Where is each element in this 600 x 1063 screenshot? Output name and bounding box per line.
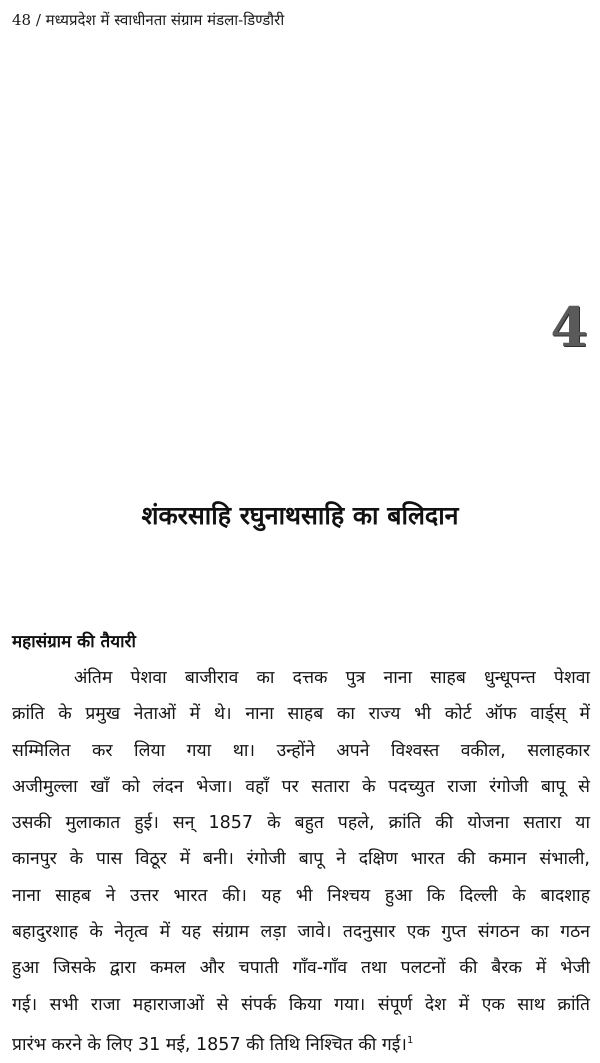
- footnote-marker: 1: [406, 1034, 414, 1046]
- paragraph-line-text: प्रारंभ करने के लिए 31 मई, 1857 की तिथि निश्चित की गई।: [12, 1034, 407, 1055]
- paragraph-line: अजीमुल्ला खाँ को लंदन भेजा। वहाँ पर सतारा के पदच्युत राजा रंगोजी बापू से: [12, 776, 590, 797]
- paragraph-line: अंतिम पेशवा बाजीराव का दत्तक पुत्र नाना साहब धुन्धूपन्त पेशवा: [74, 668, 590, 688]
- paragraph-line-last: [12, 1023, 590, 1059]
- paragraph-line: हुआ जिसके द्वारा कमल और चपाती गाँव-गाँव तथा पलटनों की बैरक में भेजी: [12, 958, 590, 979]
- paragraph-line: बहादुरशाह के नेतृत्व में यह संग्राम लड़ा जावे। तदनुसार एक गुप्त संगठन का गठन: [12, 922, 590, 943]
- chapter-title: शंकरसाहि रघुनाथसाहि का बलिदान: [141, 501, 459, 530]
- paragraph-line: क्रांति के प्रमुख नेताओं में थे। नाना साहब का राज्य भी कोर्ट ऑफ वार्ड्स् में: [12, 704, 590, 725]
- paragraph-line: सम्मिलित कर लिया गया था। उन्होंने अपने विश्वस्त वकील, सलाहकार: [12, 740, 590, 761]
- chapter-number: 4: [550, 295, 588, 359]
- paragraph-line: उसकी मुलाकात हुई। सन् 1857 के बहुत पहले, क्रांति की योजना सतारा या: [12, 813, 590, 834]
- paragraph-line: गई। सभी राजा महाराजाओं से संपर्क किया गया। संपूर्ण देश में एक साथ क्रांति: [12, 994, 590, 1015]
- section-heading: महासंग्राम की तैयारी: [12, 632, 136, 652]
- paragraph-line: नाना साहब ने उत्तर भारत की। यह भी निश्चय हुआ कि दिल्ली के बादशाह: [12, 885, 590, 906]
- running-header: 48 / मध्यप्रदेश में स्वाधीनता संग्राम मंडला-डिण्डौरी: [12, 11, 285, 29]
- body-paragraph: [12, 660, 590, 1059]
- paragraph-line: कानपुर के पास विठूर में बनी। रंगोजी बापू ने दक्षिण भारत की कमान संभाली,: [12, 849, 590, 870]
